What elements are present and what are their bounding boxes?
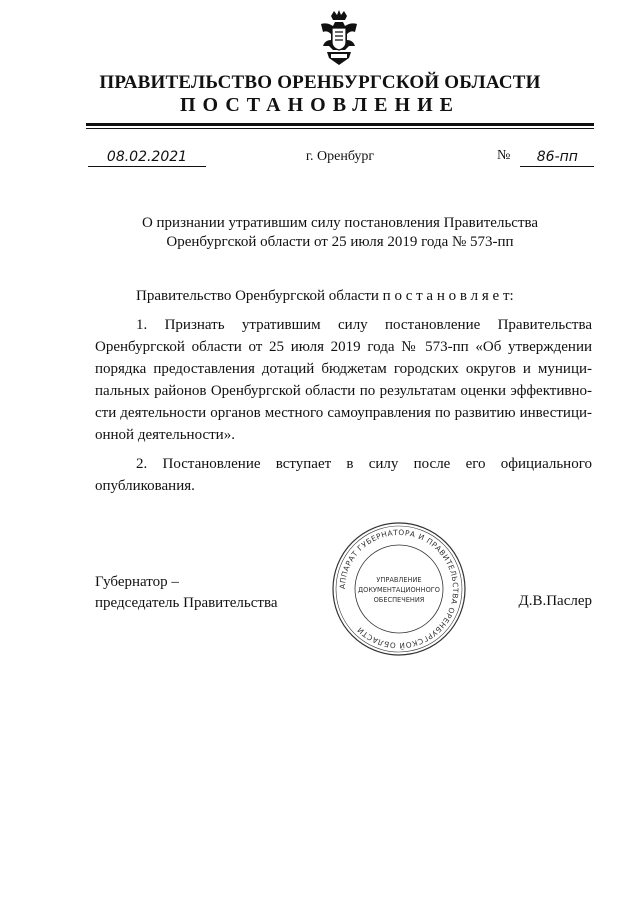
document-type: ПОСТАНОВЛЕНИЕ	[180, 94, 460, 116]
header-rule-thin	[86, 128, 594, 129]
seal-center-line: ОБЕСПЕЧЕНИЯ	[373, 596, 425, 604]
resolution-item-2	[95, 453, 592, 497]
item-line: онной деятельности».	[95, 427, 235, 443]
item-line: 2. Постановление вступает в силу после его официального	[136, 456, 592, 472]
number-value: 86-пп	[520, 148, 594, 167]
official-seal-icon	[330, 520, 468, 658]
header-rule-thick	[86, 123, 594, 126]
number-sign: №	[497, 148, 511, 163]
resolution-intro: Правительство Оренбургской области п о с т а н о в л я е т:	[136, 288, 514, 304]
document-body	[95, 285, 592, 497]
title-line: Оренбургской области от 25 июля 2019 года № 573-пп	[166, 234, 514, 250]
seal-center-line: УПРАВЛЕНИЕ	[376, 576, 422, 584]
item-line: Оренбургской области от 25 июля 2019 года № 573-пп «Об утверждении	[95, 339, 592, 355]
document-city: г. Оренбург	[305, 149, 375, 164]
resolution-item-1	[95, 314, 592, 446]
document-number	[497, 148, 594, 167]
item-line: порядка предоставления дотаций бюджетам городских округов и муници-	[95, 361, 592, 377]
signer-position	[95, 572, 278, 614]
organization-name: ПРАВИТЕЛЬСТВО ОРЕНБУРГСКОЙ ОБЛАСТИ	[99, 72, 541, 93]
seal-center-line: ДОКУМЕНТАЦИОННОГО	[358, 586, 440, 594]
document-title	[100, 214, 580, 252]
signer-position-line: Губернатор –	[95, 574, 179, 590]
item-line: сти деятельности органов местного самоуправления по развитию инвестици-	[95, 405, 592, 421]
signer-name: Д.В.Паслер	[518, 593, 592, 609]
title-line: О признании утратившим силу постановления Правительства	[141, 215, 539, 231]
signer-position-line: председатель Правительства	[95, 595, 278, 611]
item-line: опубликования.	[95, 478, 195, 494]
document-date: 08.02.2021	[88, 148, 206, 167]
seal-ring-text: АППАРАТ ГУБЕРНАТОРА И ПРАВИТЕЛЬСТВА ОРЕНБУРГСКОЙ ОБЛАСТИ	[337, 527, 461, 651]
coat-of-arms-icon	[317, 10, 361, 66]
item-line: пальных районов Оренбургской области по результатам оценки эффективно-	[95, 383, 592, 399]
item-line: 1. Признать утратившим силу постановление Правительства	[136, 317, 592, 333]
